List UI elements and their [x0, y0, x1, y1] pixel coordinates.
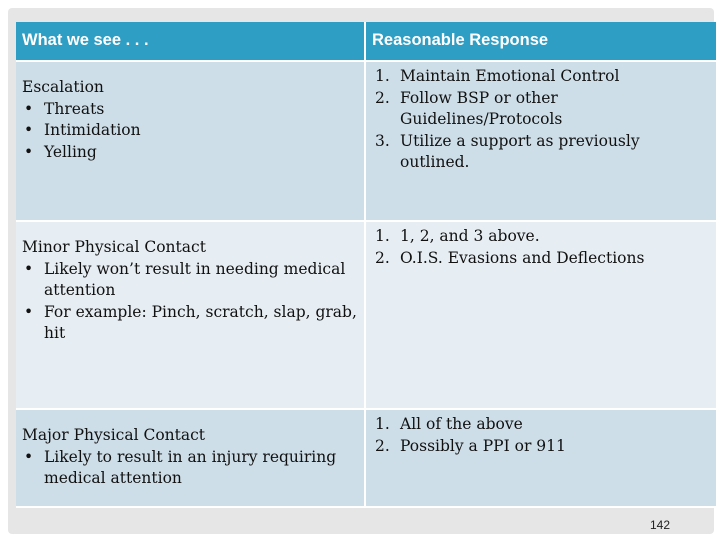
numbered-list	[372, 414, 710, 457]
list-item: • Yelling	[22, 142, 358, 164]
minor-contact-response-cell	[366, 222, 716, 410]
item-number: 1.	[375, 67, 390, 85]
list-item: • Intimidation	[22, 120, 358, 142]
bullet-list	[22, 447, 358, 490]
row-title: Escalation	[22, 78, 104, 96]
item-text: O.I.S. Evasions and Deflections	[400, 248, 645, 267]
row-title: Minor Physical Contact	[22, 238, 206, 256]
item-text: Possibly a PPI or 911	[400, 436, 566, 455]
list-item: • Likely to result in an injury requiring medical attention	[22, 447, 358, 490]
item-number: 1.	[375, 227, 390, 245]
item-text: Utilize a support as previously outlined.	[400, 131, 640, 171]
list-item	[372, 88, 710, 131]
list-item	[372, 131, 710, 174]
item-text: 1, 2, and 3 above.	[400, 227, 540, 245]
row-title: Major Physical Contact	[22, 426, 206, 444]
header-what-we-see: What we see . . .	[16, 22, 366, 62]
list-item: • Likely won’t result in needing medical attention	[22, 259, 358, 302]
list-item	[372, 414, 710, 436]
header-reasonable-response: Reasonable Response	[366, 22, 716, 62]
item-text: Follow BSP or other Guidelines/Protocols	[400, 88, 563, 128]
item-number: 2.	[375, 88, 390, 107]
major-contact-cell	[16, 410, 366, 508]
page-number: 142	[650, 518, 671, 532]
list-item	[372, 66, 710, 88]
bullet-list	[22, 99, 358, 164]
item-number: 3.	[375, 131, 390, 150]
bullet-list	[22, 259, 358, 345]
list-item	[372, 226, 710, 248]
list-item	[372, 436, 710, 458]
list-item	[372, 248, 710, 270]
list-item: • For example: Pinch, scratch, slap, grab, hit	[22, 302, 358, 345]
item-text: All of the above	[400, 415, 523, 433]
item-text: Maintain Emotional Control	[400, 67, 620, 85]
numbered-list	[372, 66, 710, 174]
item-number: 2.	[375, 436, 390, 455]
item-number: 2.	[375, 248, 390, 267]
item-number: 1.	[375, 415, 390, 433]
escalation-cell	[16, 62, 366, 222]
escalation-response-cell	[366, 62, 716, 222]
response-table	[16, 22, 716, 508]
major-contact-response-cell	[366, 410, 716, 508]
numbered-list	[372, 226, 710, 269]
minor-contact-cell	[16, 222, 366, 410]
list-item: • Threats	[22, 99, 358, 121]
